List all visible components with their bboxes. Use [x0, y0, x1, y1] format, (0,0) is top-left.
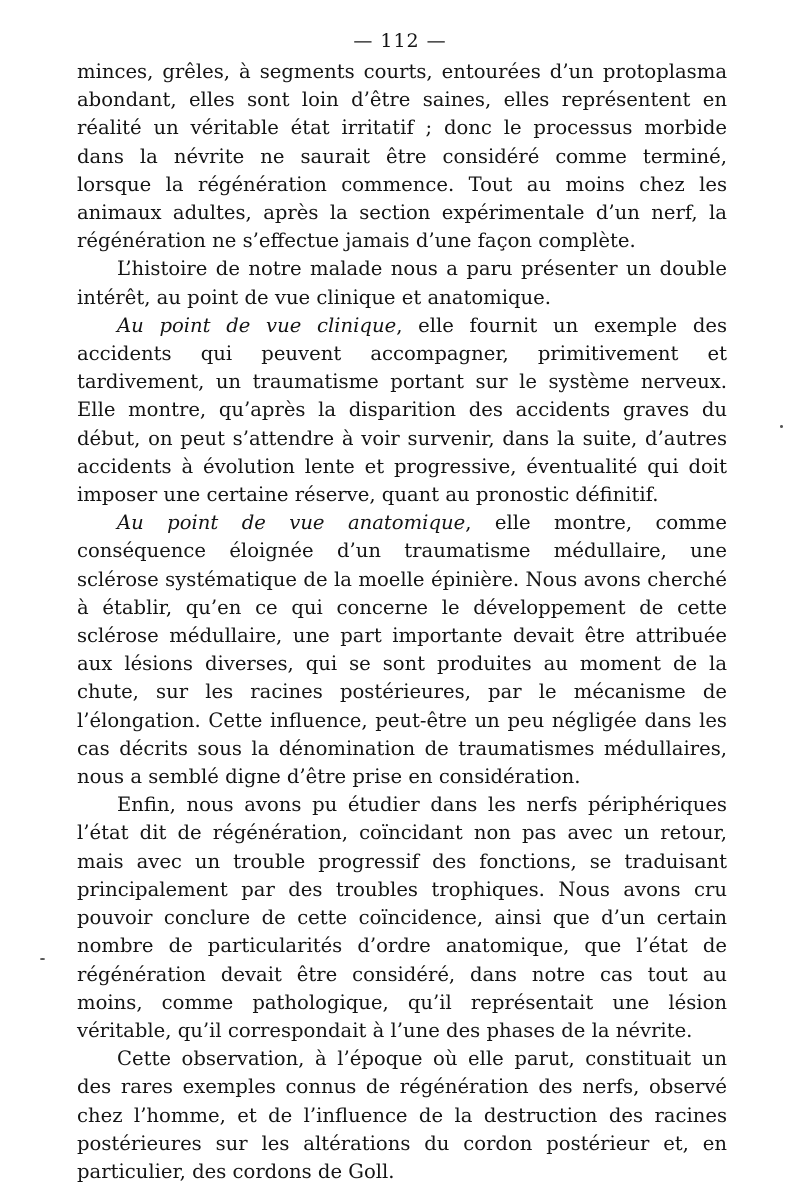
paragraph-4-text: , elle montre, comme conséquence éloignée d’un traumatisme médullaire, une sclérose systématique de la moelle épinière. Nous avons cherché à établir, qu’en ce qui concerne le développement de cette sclérose médullaire, une part importante devait être attribuée aux lésions diverses, qui se sont produites au moment de la chute, sur les racines postérieures, par le mécanisme de l’élongation. Cette influence, peut-être un peu négligée dans les cas décrits sous la dénomination de traumatismes médullaires, nous a semblé digne d’être prise en considération.	[77, 511, 727, 789]
paragraph-4-italic-lead: Au point de vue anatomique	[117, 511, 466, 535]
page-number: — 112 —	[353, 30, 447, 52]
paragraph-5	[77, 791, 727, 1045]
paragraph-6-text: Cette observation, à l’époque où elle parut, constituait un des rares exemples connus de régénération des nerfs, observé chez l’homme, et de l’influence de la destruction des racines postérieures sur les altérations du cordon postérieur et, en particulier, des cordons de Goll.	[77, 1047, 727, 1183]
paragraph-2-text: L’histoire de notre malade nous a paru présenter un double intérêt, au point de vue clinique et anatomique.	[77, 257, 727, 309]
paragraph-1-text: minces, grêles, à segments courts, entourées d’un protoplasma abondant, elles sont loin d’être saines, elles représentent en réalité un véritable état irritatif ; donc le processus morbide dans la névrite ne saurait être considéré comme terminé, lorsque la régénération commence. Tout au moins chez les animaux adultes, après la section expérimentale d’un nerf, la régénération ne s’effectue jamais d’une façon complète.	[77, 60, 727, 253]
paragraph-4	[77, 509, 727, 791]
body-text	[77, 58, 727, 1186]
paper-speck	[40, 958, 45, 960]
paragraph-3-italic-lead: Au point de vue clinique	[117, 313, 397, 337]
paragraph-3	[77, 312, 727, 509]
paragraph-5-text: Enfin, nous avons pu étudier dans les nerfs périphériques l’état dit de régénération, coïncidant non pas avec un retour, mais avec un trouble progressif des fonctions, se traduisant principalement par des troubles trophiques. Nous avons cru pouvoir conclure de cette coïncidence, ainsi que d’un certain nombre de particularités d’ordre anatomique, que l’état de régénération devait être considéré, dans notre cas tout au moins, comme pathologique, qu’il représentait une lésion véritable, qu’il correspondait à l’une des phases de la névrite.	[77, 793, 727, 1042]
paragraph-1	[77, 58, 727, 255]
paragraph-2	[77, 255, 727, 311]
paragraph-6	[77, 1045, 727, 1186]
paper-speck	[780, 425, 783, 428]
paragraph-3-text: , elle fournit un exemple des accidents qui peuvent accompagner, primitivement et tardivement, un traumatisme portant sur le système nerveux. Elle montre, qu’après la disparition des accidents graves du début, on peut s’attendre à voir survenir, dans la suite, d’autres accidents à évolution lente et progressive, éventualité qui doit imposer une certaine réserve, quant au pronostic définitif.	[77, 313, 728, 507]
